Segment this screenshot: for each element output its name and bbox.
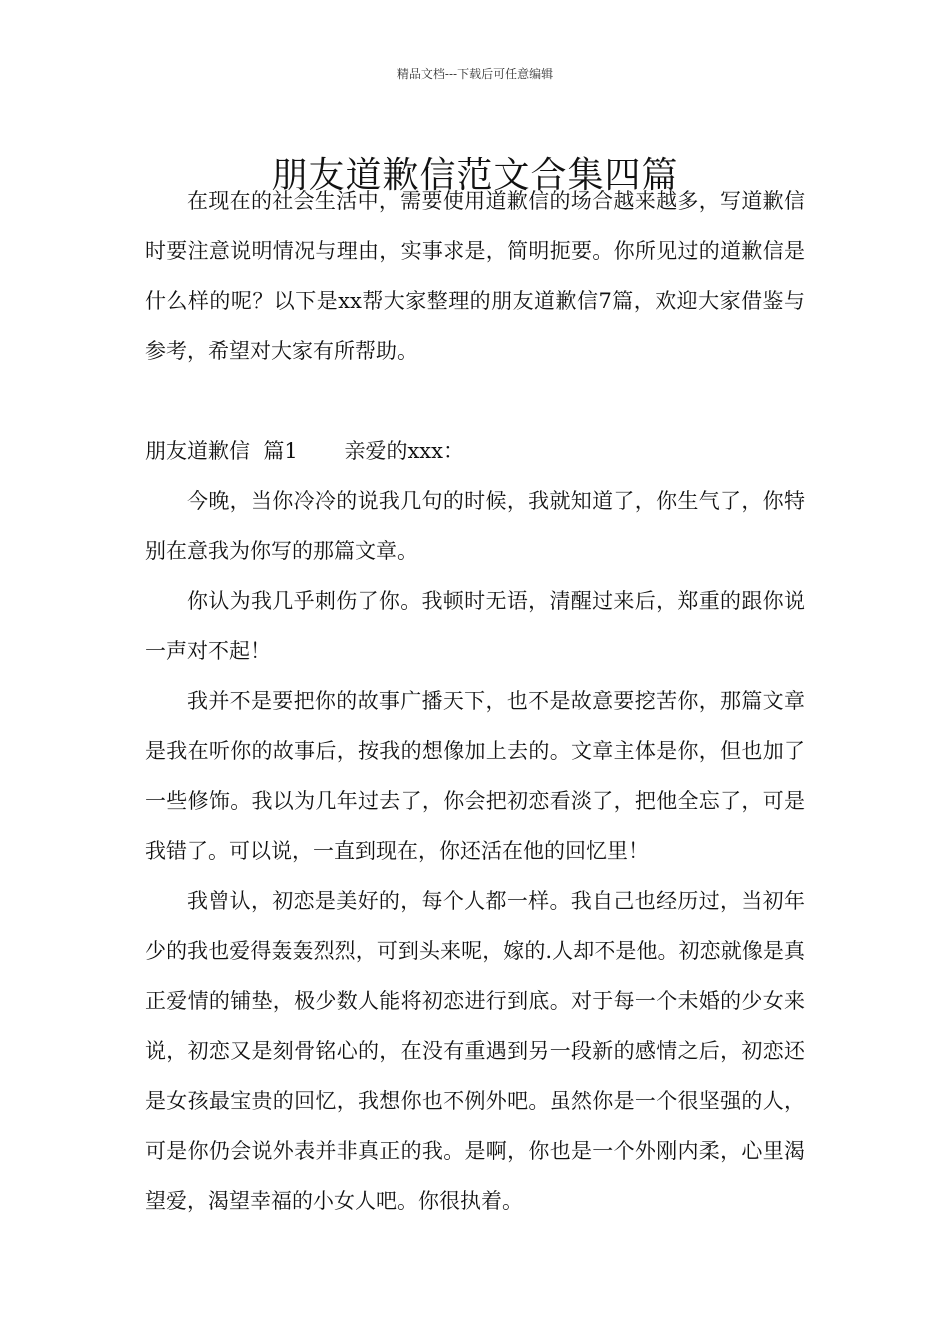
document-title: 朋友道歉信范文合集四篇 xyxy=(271,155,679,197)
document-body xyxy=(145,176,805,1226)
paragraph-spacer xyxy=(145,376,805,426)
body-paragraph-3: 我并不是要把你的故事广播天下，也不是故意要挖苦你，那篇文章是我在听你的故事后，按我的想像加上去的。文章主体是你，但也加了一些修饰。我以为几年过去了，你会把初恋看淡了，把他全忘了，可是我错了。可以说，一直到现在，你还活在他的回忆里！ xyxy=(145,689,805,863)
intro-paragraph: 在现在的社会生活中，需要使用道歉信的场合越来越多，写道歉信时要注意说明情况与理由，实事求是，简明扼要。你所见过的道歉信是什么样的呢？以下是xx帮大家整理的朋友道歉信7篇，欢迎大家借鉴与参考，希望对大家有所帮助。 xyxy=(145,189,805,363)
body-paragraph-2: 你认为我几乎刺伤了你。我顿时无语，清醒过来后，郑重的跟你说一声对不起！ xyxy=(145,589,805,663)
body-paragraph-4: 我曾认，初恋是美好的，每个人都一样。我自己也经历过，当初年少的我也爱得轰轰烈烈，可到头来呢，嫁的.人却不是他。初恋就像是真正爱情的铺垫，极少数人能将初恋进行到底。对于每一个未婚的少女来说，初恋又是刻骨铭心的，在没有重遇到另一段新的感情之后，初恋还是女孩最宝贵的回忆，我想你也不例外吧。虽然你是一个很坚强的人，可是你仍会说外表并非真正的我。是啊，你也是一个外刚内柔，心里渴望爱，渴望幸福的小女人吧。你很执着。 xyxy=(145,889,805,1213)
body-paragraph-1: 今晚，当你冷冷的说我几句的时候，我就知道了，你生气了，你特别在意我为你写的那篇文章。 xyxy=(145,489,805,563)
header-note: 精品文档---下载后可任意编辑 xyxy=(396,67,554,81)
section-heading: 朋友道歉信 篇1 亲爱的xxx： xyxy=(145,439,464,463)
